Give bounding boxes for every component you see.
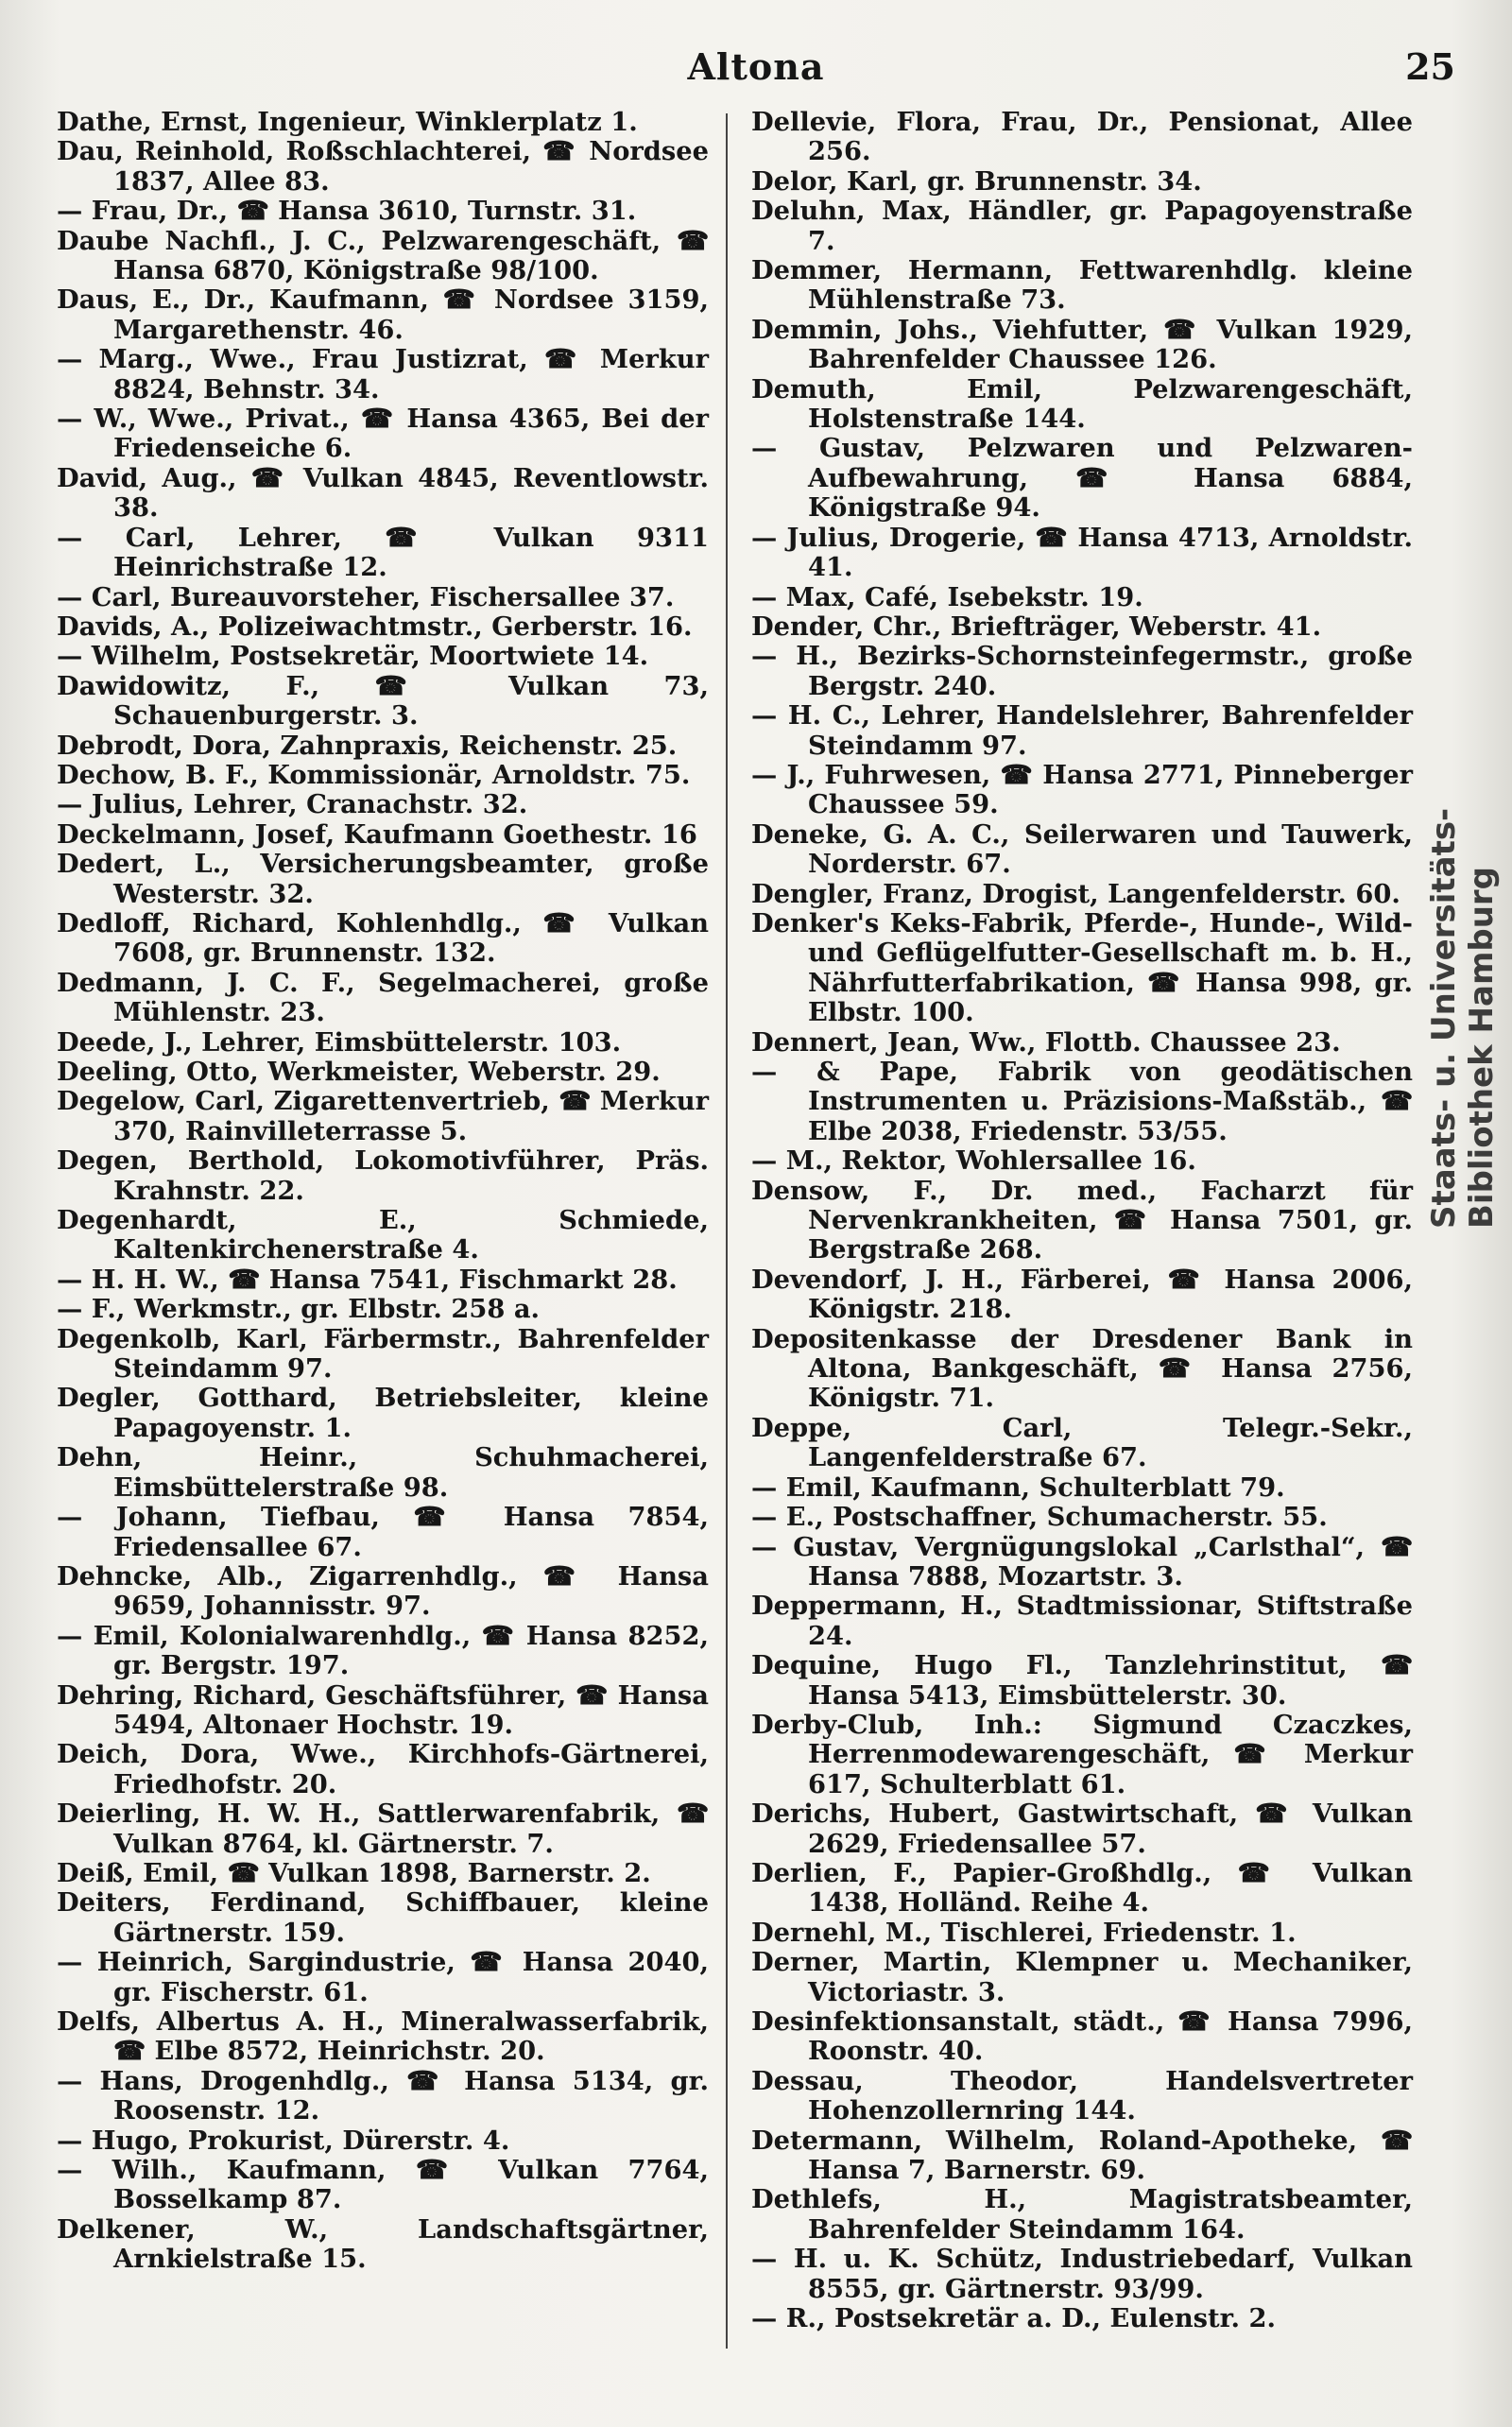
directory-entry: — H. u. K. Schütz, Industriebedarf, Vulkan 8555, gr. Gärtnerstr. 93/99. [751,2244,1413,2304]
directory-entry: Daube Nachfl., J. C., Pelzwarengeschäft, ☎ Hansa 6870, Königstraße 98/100. [57,225,709,286]
directory-entry: Dethlefs, H., Magistratsbeamter, Bahrenfelder Steindamm 164. [751,2184,1413,2245]
directory-entry: — Julius, Drogerie, ☎ Hansa 4713, Arnoldstr. 41. [751,522,1413,583]
directory-entry: — Johann, Tiefbau, ☎ Hansa 7854, Friedensallee 67. [57,1502,709,1562]
directory-entry: — Wilhelm, Postsekretär, Moortwiete 14. [57,641,649,672]
directory-entry: Dehncke, Alb., Zigarrenhdlg., ☎ Hansa 9659, Johannisstr. 97. [57,1560,709,1622]
directory-entry: — Frau, Dr., ☎ Hansa 3610, Turnstr. 31. [57,196,637,227]
stamp-line-1: Staats- u. Universitäts- [1425,807,1463,1229]
directory-entry: — Marg., Wwe., Frau Justizrat, ☎ Merkur 8824, Behnstr. 34. [57,344,709,404]
directory-entry: Dedmann, J. C. F., Segelmacherei, große Mühlenstr. 23. [57,967,709,1028]
directory-entry: Demuth, Emil, Pelzwarengeschäft, Holstenstraße 144. [751,373,1413,435]
directory-entry: Determann, Wilhelm, Roland-Apotheke, ☎ Hansa 7, Barnerstr. 69. [751,2125,1413,2186]
directory-entry: Devendorf, J. H., Färberei, ☎ Hansa 2006, Königstr. 218. [751,1264,1413,1325]
directory-entry: — & Pape, Fabrik von geodätischen Instrumenten u. Präzisions-Maßstäb., ☎ Elbe 2038, Friedenstr. 53/55. [751,1057,1413,1146]
directory-entry: Deppermann, H., Stadtmissionar, Stiftstraße 24. [751,1591,1413,1651]
running-head: Altona [687,45,825,88]
directory-entry: — W., Wwe., Privat., ☎ Hansa 4365, Bei der Friedenseiche 6. [57,404,709,464]
directory-entry: — Wilh., Kaufmann, ☎ Vulkan 7764, Bosselkamp 87. [57,2155,709,2215]
directory-entry: Dengler, Franz, Drogist, Langenfelderstr. 60. [751,878,1400,909]
directory-entry: Deede, J., Lehrer, Eimsbüttelerstr. 103. [57,1026,622,1058]
directory-entry: Denker's Keks-Fabrik, Pferde-, Hunde-, Wild- und Geflügelfutter-Gesellschaft m. b. H., Nährfutterfabrikation, ☎ Hansa 998, gr. Elbstr. 100. [751,907,1413,1028]
directory-entry: Daus, E., Dr., Kaufmann, ☎ Nordsee 3159, Margarethenstr. 46. [57,284,709,345]
directory-entry: Dequine, Hugo Fl., Tanzlehrinstitut, ☎ Hansa 5413, Eimsbüttelerstr. 30. [751,1650,1413,1711]
directory-entry: — Emil, Kolonialwarenhdlg., ☎ Hansa 8252, gr. Bergstr. 197. [57,1620,709,1681]
directory-entry: Desinfektionsanstalt, städt., ☎ Hansa 7996, Roonstr. 40. [751,2006,1413,2067]
directory-entry: Dathe, Ernst, Ingenieur, Winklerplatz 1. [57,107,638,137]
directory-entry: Derichs, Hubert, Gastwirtschaft, ☎ Vulkan 2629, Friedensallee 57. [751,1799,1413,1859]
directory-entry: Dellevie, Flora, Frau, Dr., Pensionat, Allee 256. [751,107,1413,167]
directory-entry: Derlien, F., Papier-Großhdlg., ☎ Vulkan 1438, Holländ. Reihe 4. [751,1857,1413,1919]
directory-entry: Derby-Club, Inh.: Sigmund Czaczkes, Herrenmodewarengeschäft, ☎ Merkur 617, Schulterblatt 61. [751,1709,1413,1799]
directory-entry: Demmer, Hermann, Fettwarenhdlg. kleine Mühlenstraße 73. [751,255,1413,316]
directory-entry: — Julius, Lehrer, Cranachstr. 32. [57,789,528,820]
directory-entry: Dawidowitz, F., ☎ Vulkan 73, Schauenburgerstr. 3. [57,670,709,732]
directory-entry: — J., Fuhrwesen, ☎ Hansa 2771, Pinneberger Chaussee 59. [751,759,1413,820]
column-divider [726,113,728,2349]
directory-entry: — Carl, Lehrer, ☎ Vulkan 9311 Heinrichstraße 12. [57,522,709,583]
directory-entry: — Hugo, Prokurist, Dürerstr. 4. [57,2125,510,2156]
directory-entry: Deiters, Ferdinand, Schiffbauer, kleine Gärtnerstr. 159. [57,1887,709,1948]
directory-entry: Deppe, Carl, Telegr.-Sekr., Langenfelderstraße 67. [751,1412,1413,1473]
directory-entry: Deiß, Emil, ☎ Vulkan 1898, Barnerstr. 2. [57,1857,651,1888]
directory-entry: — Emil, Kaufmann, Schulterblatt 79. [751,1472,1285,1503]
directory-entry: Delfs, Albertus A. H., Mineralwasserfabrik, ☎ Elbe 8572, Heinrichstr. 20. [57,2006,709,2067]
directory-entry: Deluhn, Max, Händler, gr. Papagoyenstraße 7. [751,196,1413,256]
directory-entry: Dedloff, Richard, Kohlenhdlg., ☎ Vulkan 7608, gr. Brunnenstr. 132. [57,907,709,969]
directory-entry: Deckelmann, Josef, Kaufmann Goethestr. 16 [57,818,697,850]
directory-entry: Derner, Martin, Klempner u. Mechaniker, Victoriastr. 3. [751,1947,1413,2007]
directory-entry: Densow, F., Dr. med., Facharzt für Nervenkrankheiten, ☎ Hansa 7501, gr. Bergstraße 268. [751,1175,1413,1265]
page-header [57,45,1455,93]
directory-entry: — Heinrich, Sargindustrie, ☎ Hansa 2040, gr. Fischerstr. 61. [57,1947,709,2007]
directory-entry: Deierling, H. W. H., Sattlerwarenfabrik, ☎ Vulkan 8764, kl. Gärtnerstr. 7. [57,1799,709,1859]
directory-entry: Delor, Karl, gr. Brunnenstr. 34. [751,165,1202,197]
directory-entry: Deneke, G. A. C., Seilerwaren und Tauwerk, Norderstr. 67. [751,818,1413,880]
directory-entry: Debrodt, Dora, Zahnpraxis, Reichenstr. 25. [57,730,678,761]
directory-entry: Dernehl, M., Tischlerei, Friedenstr. 1. [751,1917,1297,1948]
directory-entry: Degen, Berthold, Lokomotivführer, Präs. Krahnstr. 22. [57,1145,709,1206]
directory-entry: Dedert, L., Versicherungsbeamter, große Westerstr. 32. [57,849,709,909]
directory-entry: Dennert, Jean, Ww., Flottb. Chaussee 23. [751,1026,1341,1058]
directory-entry: — M., Rektor, Wohlersallee 16. [751,1145,1196,1177]
directory-entry: — Gustav, Vergnügungslokal „Carlsthal“, ☎ Hansa 7888, Mozartstr. 3. [751,1531,1413,1592]
directory-entry: — H. C., Lehrer, Handelslehrer, Bahrenfelder Steindamm 97. [751,700,1413,761]
directory-entry: — E., Postschaffner, Schumacherstr. 55. [751,1502,1328,1533]
directory-entry: Degenkolb, Karl, Färbermstr., Bahrenfelder Steindamm 97. [57,1323,709,1385]
directory-entry: — H. H. W., ☎ Hansa 7541, Fischmarkt 28. [57,1264,678,1295]
directory-entry: — F., Werkmstr., gr. Elbstr. 258 a. [57,1294,541,1325]
directory-entry: Deeling, Otto, Werkmeister, Weberstr. 29. [57,1057,661,1087]
directory-entry: Dehn, Heinr., Schuhmacherei, Eimsbüttelerstraße 98. [57,1442,709,1503]
directory-entry: Dender, Chr., Briefträger, Weberstr. 41. [751,611,1322,642]
directory-entry: Demmin, Johs., Viehfutter, ☎ Vulkan 1929, Bahrenfelder Chaussee 126. [751,314,1413,375]
directory-entry: Degelow, Carl, Zigarettenvertrieb, ☎ Merkur 370, Rainvilleterrasse 5. [57,1086,709,1146]
directory-entry: Deich, Dora, Wwe., Kirchhofs-Gärtnerei, Friedhofstr. 20. [57,1739,709,1799]
directory-entry: Degler, Gotthard, Betriebsleiter, kleine Papagoyenstr. 1. [57,1383,709,1443]
directory-entry: — Carl, Bureauvorsteher, Fischersallee 37. [57,581,675,612]
library-stamp [1425,808,1501,1229]
directory-entry: — H., Bezirks-Schornsteinfegermstr., große Bergstr. 240. [751,641,1413,701]
directory-entry: Dechow, B. F., Kommissionär, Arnoldstr. 75. [57,759,691,790]
directory-entry: David, Aug., ☎ Vulkan 4845, Reventlowstr. 38. [57,462,709,524]
directory-entry: — Gustav, Pelzwaren und Pelzwaren-Aufbewahrung, ☎ Hansa 6884, Königstraße 94. [751,433,1413,524]
directory-entry: — Max, Café, Isebekstr. 19. [751,581,1143,612]
directory-entry: — R., Postsekretär a. D., Eulenstr. 2. [751,2303,1277,2334]
directory-entry: Depositenkasse der Dresdener Bank in Altona, Bankgeschäft, ☎ Hansa 2756, Königstr. 71. [751,1323,1413,1414]
stamp-line-2: Bibliothek Hamburg [1463,866,1501,1229]
directory-entry: Dehring, Richard, Geschäftsführer, ☎ Hansa 5494, Altonaer Hochstr. 19. [57,1679,709,1740]
directory-entry: Dessau, Theodor, Handelsvertreter Hohenzollernring 144. [751,2065,1413,2126]
page-number: 25 [1405,45,1455,88]
directory-entry: Davids, A., Polizeiwachtmstr., Gerberstr. 16. [57,611,693,642]
directory-entry: Degenhardt, E., Schmiede, Kaltenkirchenerstraße 4. [57,1205,709,1265]
directory-entry: — Hans, Drogenhdlg., ☎ Hansa 5134, gr. Roosenstr. 12. [57,2065,709,2126]
directory-entry: Dau, Reinhold, Roßschlachterei, ☎ Nordsee 1837, Allee 83. [57,136,709,197]
directory-entry: Delkener, W., Landschaftsgärtner, Arnkielstraße 15. [57,2213,709,2275]
left-column [57,108,709,2275]
right-column [751,108,1413,2333]
